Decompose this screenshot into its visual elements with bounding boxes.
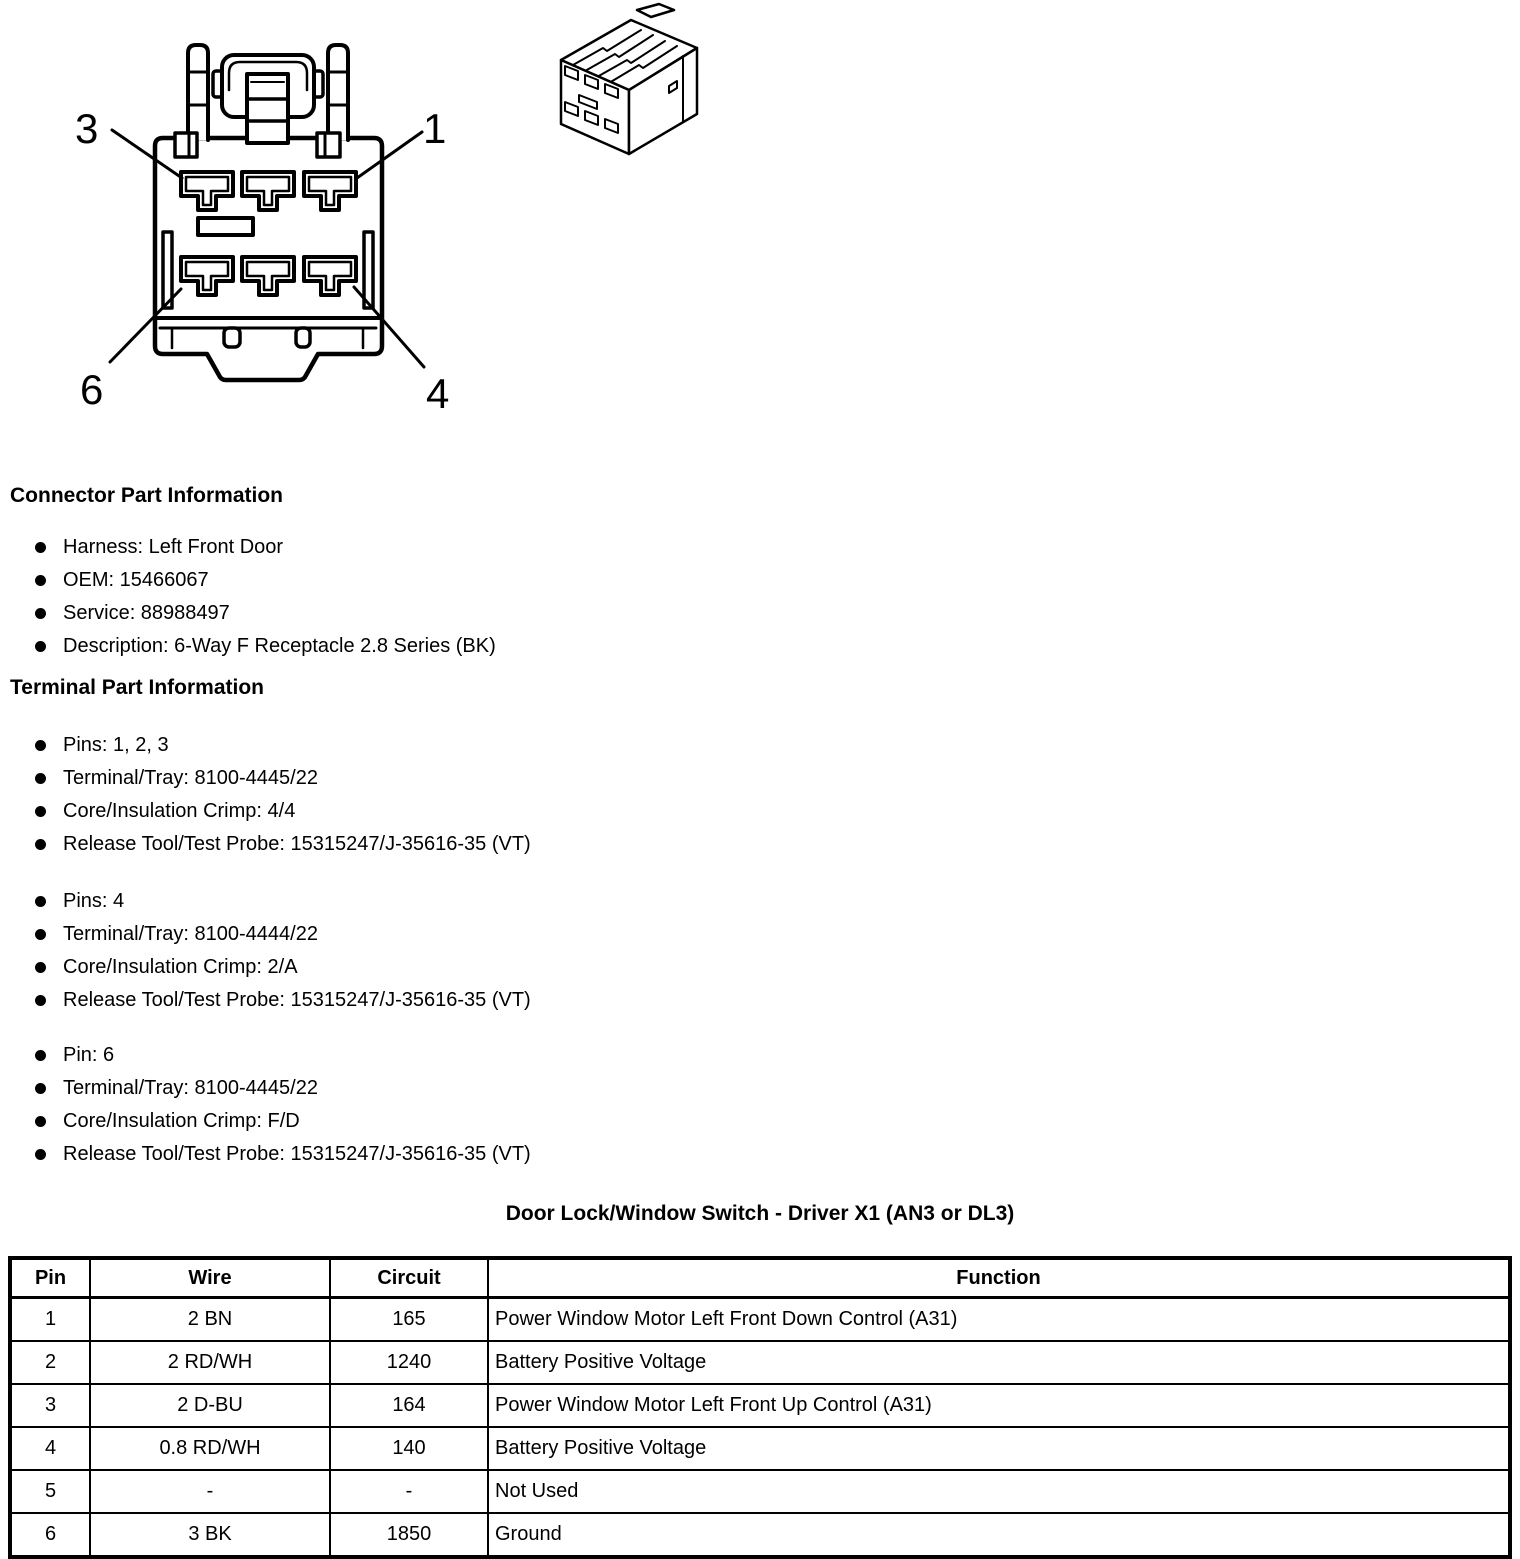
latch-beam bbox=[247, 74, 288, 143]
connector-post-right bbox=[328, 45, 348, 140]
list-item-text: Core/Insulation Crimp: 4/4 bbox=[63, 799, 296, 822]
list-item-text: Terminal/Tray: 8100-4445/22 bbox=[63, 766, 318, 789]
bullet-icon bbox=[35, 962, 46, 973]
table-row bbox=[10, 1341, 1510, 1384]
cell-wire: - bbox=[90, 1470, 330, 1513]
list-item bbox=[35, 923, 318, 945]
pinout-table-title: Door Lock/Window Switch - Driver X1 (AN3 or DL3) bbox=[505, 1202, 1015, 1225]
list-item bbox=[35, 734, 169, 756]
list-item bbox=[35, 1110, 300, 1132]
table-header-row bbox=[10, 1258, 1510, 1298]
list-item bbox=[35, 1044, 114, 1066]
connector-isometric-illustration bbox=[545, 2, 715, 164]
terminal-info-heading: Terminal Part Information bbox=[10, 676, 264, 699]
bullet-icon bbox=[35, 608, 46, 619]
cell-pin: 6 bbox=[10, 1513, 90, 1557]
cell-circuit: 140 bbox=[330, 1427, 488, 1470]
list-item-text: Pins: 4 bbox=[63, 889, 125, 912]
pin-callout-4: 4 bbox=[426, 370, 450, 417]
list-item bbox=[35, 833, 531, 855]
col-header-wire: Wire bbox=[90, 1258, 330, 1298]
list-item-text: Harness: Left Front Door bbox=[63, 535, 284, 558]
cell-wire: 3 BK bbox=[90, 1513, 330, 1557]
table-row bbox=[10, 1427, 1510, 1470]
bullet-icon bbox=[35, 575, 46, 586]
pin-callout-3: 3 bbox=[75, 105, 99, 152]
pin-callout-1: 1 bbox=[423, 105, 447, 152]
list-item-text: Terminal/Tray: 8100-4445/22 bbox=[63, 1076, 318, 1099]
cell-circuit: 1240 bbox=[330, 1341, 488, 1384]
cell-circuit: 165 bbox=[330, 1298, 488, 1342]
cell-wire: 2 D-BU bbox=[90, 1384, 330, 1427]
list-item-text: Release Tool/Test Probe: 15315247/J-35616-35 (VT) bbox=[63, 1142, 531, 1165]
list-item-text: Core/Insulation Crimp: 2/A bbox=[63, 955, 298, 978]
list-item-text: Core/Insulation Crimp: F/D bbox=[63, 1109, 300, 1132]
cell-function: Battery Positive Voltage bbox=[488, 1341, 1510, 1384]
bullet-icon bbox=[35, 995, 46, 1006]
pinout-table bbox=[8, 1256, 1512, 1559]
pin-callout-6: 6 bbox=[80, 366, 104, 413]
bullet-icon bbox=[35, 641, 46, 652]
bullet-icon bbox=[35, 896, 46, 907]
list-item-text: Terminal/Tray: 8100-4444/22 bbox=[63, 922, 318, 945]
col-header-function: Function bbox=[488, 1258, 1510, 1298]
bullet-icon bbox=[35, 773, 46, 784]
cell-pin: 2 bbox=[10, 1341, 90, 1384]
connector-post-left bbox=[188, 45, 208, 140]
cell-pin: 4 bbox=[10, 1427, 90, 1470]
list-item bbox=[35, 989, 531, 1011]
list-item-text: OEM: 15466067 bbox=[63, 568, 209, 591]
post-base-left bbox=[175, 133, 197, 157]
bullet-icon bbox=[35, 1149, 46, 1160]
cell-function: Power Window Motor Left Front Up Control (A31) bbox=[488, 1384, 1510, 1427]
bullet-icon bbox=[35, 839, 46, 850]
cell-circuit: - bbox=[330, 1470, 488, 1513]
band-notch-left bbox=[224, 328, 240, 347]
cell-function: Power Window Motor Left Front Down Control (A31) bbox=[488, 1298, 1510, 1342]
side-slot-left bbox=[163, 232, 172, 308]
list-item-text: Pin: 6 bbox=[63, 1043, 115, 1066]
connector-face-diagram bbox=[60, 0, 540, 420]
cell-wire: 2 BN bbox=[90, 1298, 330, 1342]
post-base-right bbox=[317, 133, 340, 157]
cell-function: Ground bbox=[488, 1513, 1510, 1557]
side-slot-right bbox=[364, 232, 373, 308]
list-item-text: Pins: 1, 2, 3 bbox=[63, 733, 169, 756]
cell-pin: 1 bbox=[10, 1298, 90, 1342]
bullet-icon bbox=[35, 740, 46, 751]
cavity-row-bottom bbox=[181, 257, 356, 295]
bullet-icon bbox=[35, 1050, 46, 1061]
bullet-icon bbox=[35, 929, 46, 940]
cell-circuit: 164 bbox=[330, 1384, 488, 1427]
list-item-text: Release Tool/Test Probe: 15315247/J-35616-35 (VT) bbox=[63, 988, 531, 1011]
list-item bbox=[35, 800, 295, 822]
list-item-text: Description: 6-Way F Receptacle 2.8 Series (BK) bbox=[63, 634, 496, 657]
table-row bbox=[10, 1384, 1510, 1427]
list-item bbox=[35, 767, 318, 789]
cavity-row-top bbox=[181, 172, 356, 210]
cell-wire: 2 RD/WH bbox=[90, 1341, 330, 1384]
band-notch-right bbox=[296, 328, 310, 347]
list-item bbox=[35, 635, 496, 657]
list-item bbox=[35, 956, 298, 978]
cell-function: Not Used bbox=[488, 1470, 1510, 1513]
key-slot bbox=[198, 218, 253, 235]
list-item bbox=[35, 536, 283, 558]
col-header-circuit: Circuit bbox=[330, 1258, 488, 1298]
list-item-text: Service: 88988497 bbox=[63, 601, 230, 624]
cell-function: Battery Positive Voltage bbox=[488, 1427, 1510, 1470]
list-item bbox=[35, 1077, 318, 1099]
list-item bbox=[35, 890, 124, 912]
table-row bbox=[10, 1470, 1510, 1513]
cell-pin: 5 bbox=[10, 1470, 90, 1513]
list-item bbox=[35, 569, 209, 591]
table-row bbox=[10, 1298, 1510, 1342]
list-item bbox=[35, 1143, 531, 1165]
list-item-text: Release Tool/Test Probe: 15315247/J-35616-35 (VT) bbox=[63, 832, 531, 855]
col-header-pin: Pin bbox=[10, 1258, 90, 1298]
connector-info-heading: Connector Part Information bbox=[10, 484, 284, 507]
bullet-icon bbox=[35, 1083, 46, 1094]
bullet-icon bbox=[35, 1116, 46, 1127]
cell-circuit: 1850 bbox=[330, 1513, 488, 1557]
bullet-icon bbox=[35, 542, 46, 553]
cell-pin: 3 bbox=[10, 1384, 90, 1427]
cell-wire: 0.8 RD/WH bbox=[90, 1427, 330, 1470]
bullet-icon bbox=[35, 806, 46, 817]
list-item bbox=[35, 602, 230, 624]
table-row bbox=[10, 1513, 1510, 1557]
